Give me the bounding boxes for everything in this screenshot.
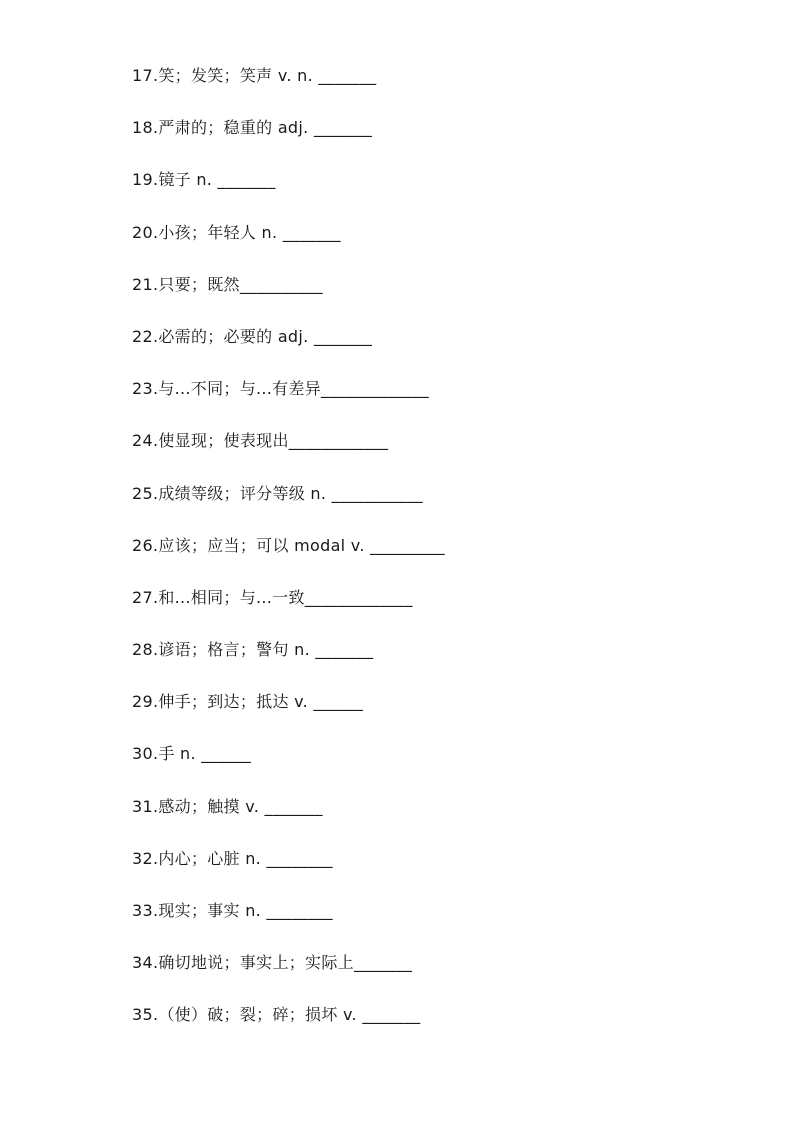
vocab-item-31 <box>132 793 445 845</box>
vocab-item-text: 31.感动；触摸 v. _______ <box>132 796 323 816</box>
vocab-item-text: 24.使显现；使表现出____________ <box>132 431 389 451</box>
vocab-item-32 <box>132 845 445 897</box>
vocab-item-text: 20.小孩；年轻人 n. _______ <box>132 222 341 242</box>
vocab-item-text: 30.手 n. ______ <box>132 744 252 764</box>
vocab-item-20 <box>132 219 445 271</box>
vocab-item-text: 33.现实；事实 n. ________ <box>132 901 333 920</box>
vocab-item-33 <box>132 897 445 949</box>
vocab-item-text: 27.和...相同；与...一致_____________ <box>132 587 413 607</box>
vocab-item-text: 29.伸手；到达；抵达 v. ______ <box>132 692 364 712</box>
vocab-item-27 <box>132 584 445 636</box>
vocab-item-34 <box>132 949 445 1001</box>
vocab-item-text: 19.镜子 n. _______ <box>132 170 276 190</box>
vocab-item-text: 21.只要；既然__________ <box>132 274 323 294</box>
vocab-item-17 <box>132 62 445 114</box>
vocab-item-18 <box>132 114 445 166</box>
vocab-item-text: 34.确切地说；事实上；实际上_______ <box>132 953 413 973</box>
vocabulary-list <box>132 62 445 1054</box>
vocab-item-text: 32.内心；心脏 n. ________ <box>132 848 333 868</box>
vocab-item-text: 17.笑；发笑；笑声 v. n. _______ <box>132 66 377 85</box>
vocab-item-23 <box>132 375 445 427</box>
vocab-item-35 <box>132 1001 445 1053</box>
vocab-item-29 <box>132 688 445 740</box>
vocab-item-25 <box>132 480 445 532</box>
vocab-item-text: 25.成绩等级；评分等级 n. ___________ <box>132 483 423 503</box>
vocab-item-30 <box>132 740 445 792</box>
vocab-item-text: 28.谚语；格言；警句 n. _______ <box>132 640 374 660</box>
vocab-item-26 <box>132 532 445 584</box>
vocab-item-text: 26.应该；应当；可以 modal v. _________ <box>132 535 445 555</box>
vocab-item-22 <box>132 323 445 375</box>
vocab-item-28 <box>132 636 445 688</box>
vocab-item-text: 23.与...不同；与...有差异_____________ <box>132 379 429 399</box>
vocab-item-text: 22.必需的；必要的 adj. _______ <box>132 326 373 346</box>
vocab-item-text: 35.（使）破；裂；碎；损坏 v. _______ <box>132 1005 421 1025</box>
vocab-item-24 <box>132 427 445 479</box>
vocab-item-21 <box>132 271 445 323</box>
vocab-item-text: 18.严肃的；稳重的 adj. _______ <box>132 118 373 138</box>
vocab-item-19 <box>132 166 445 218</box>
